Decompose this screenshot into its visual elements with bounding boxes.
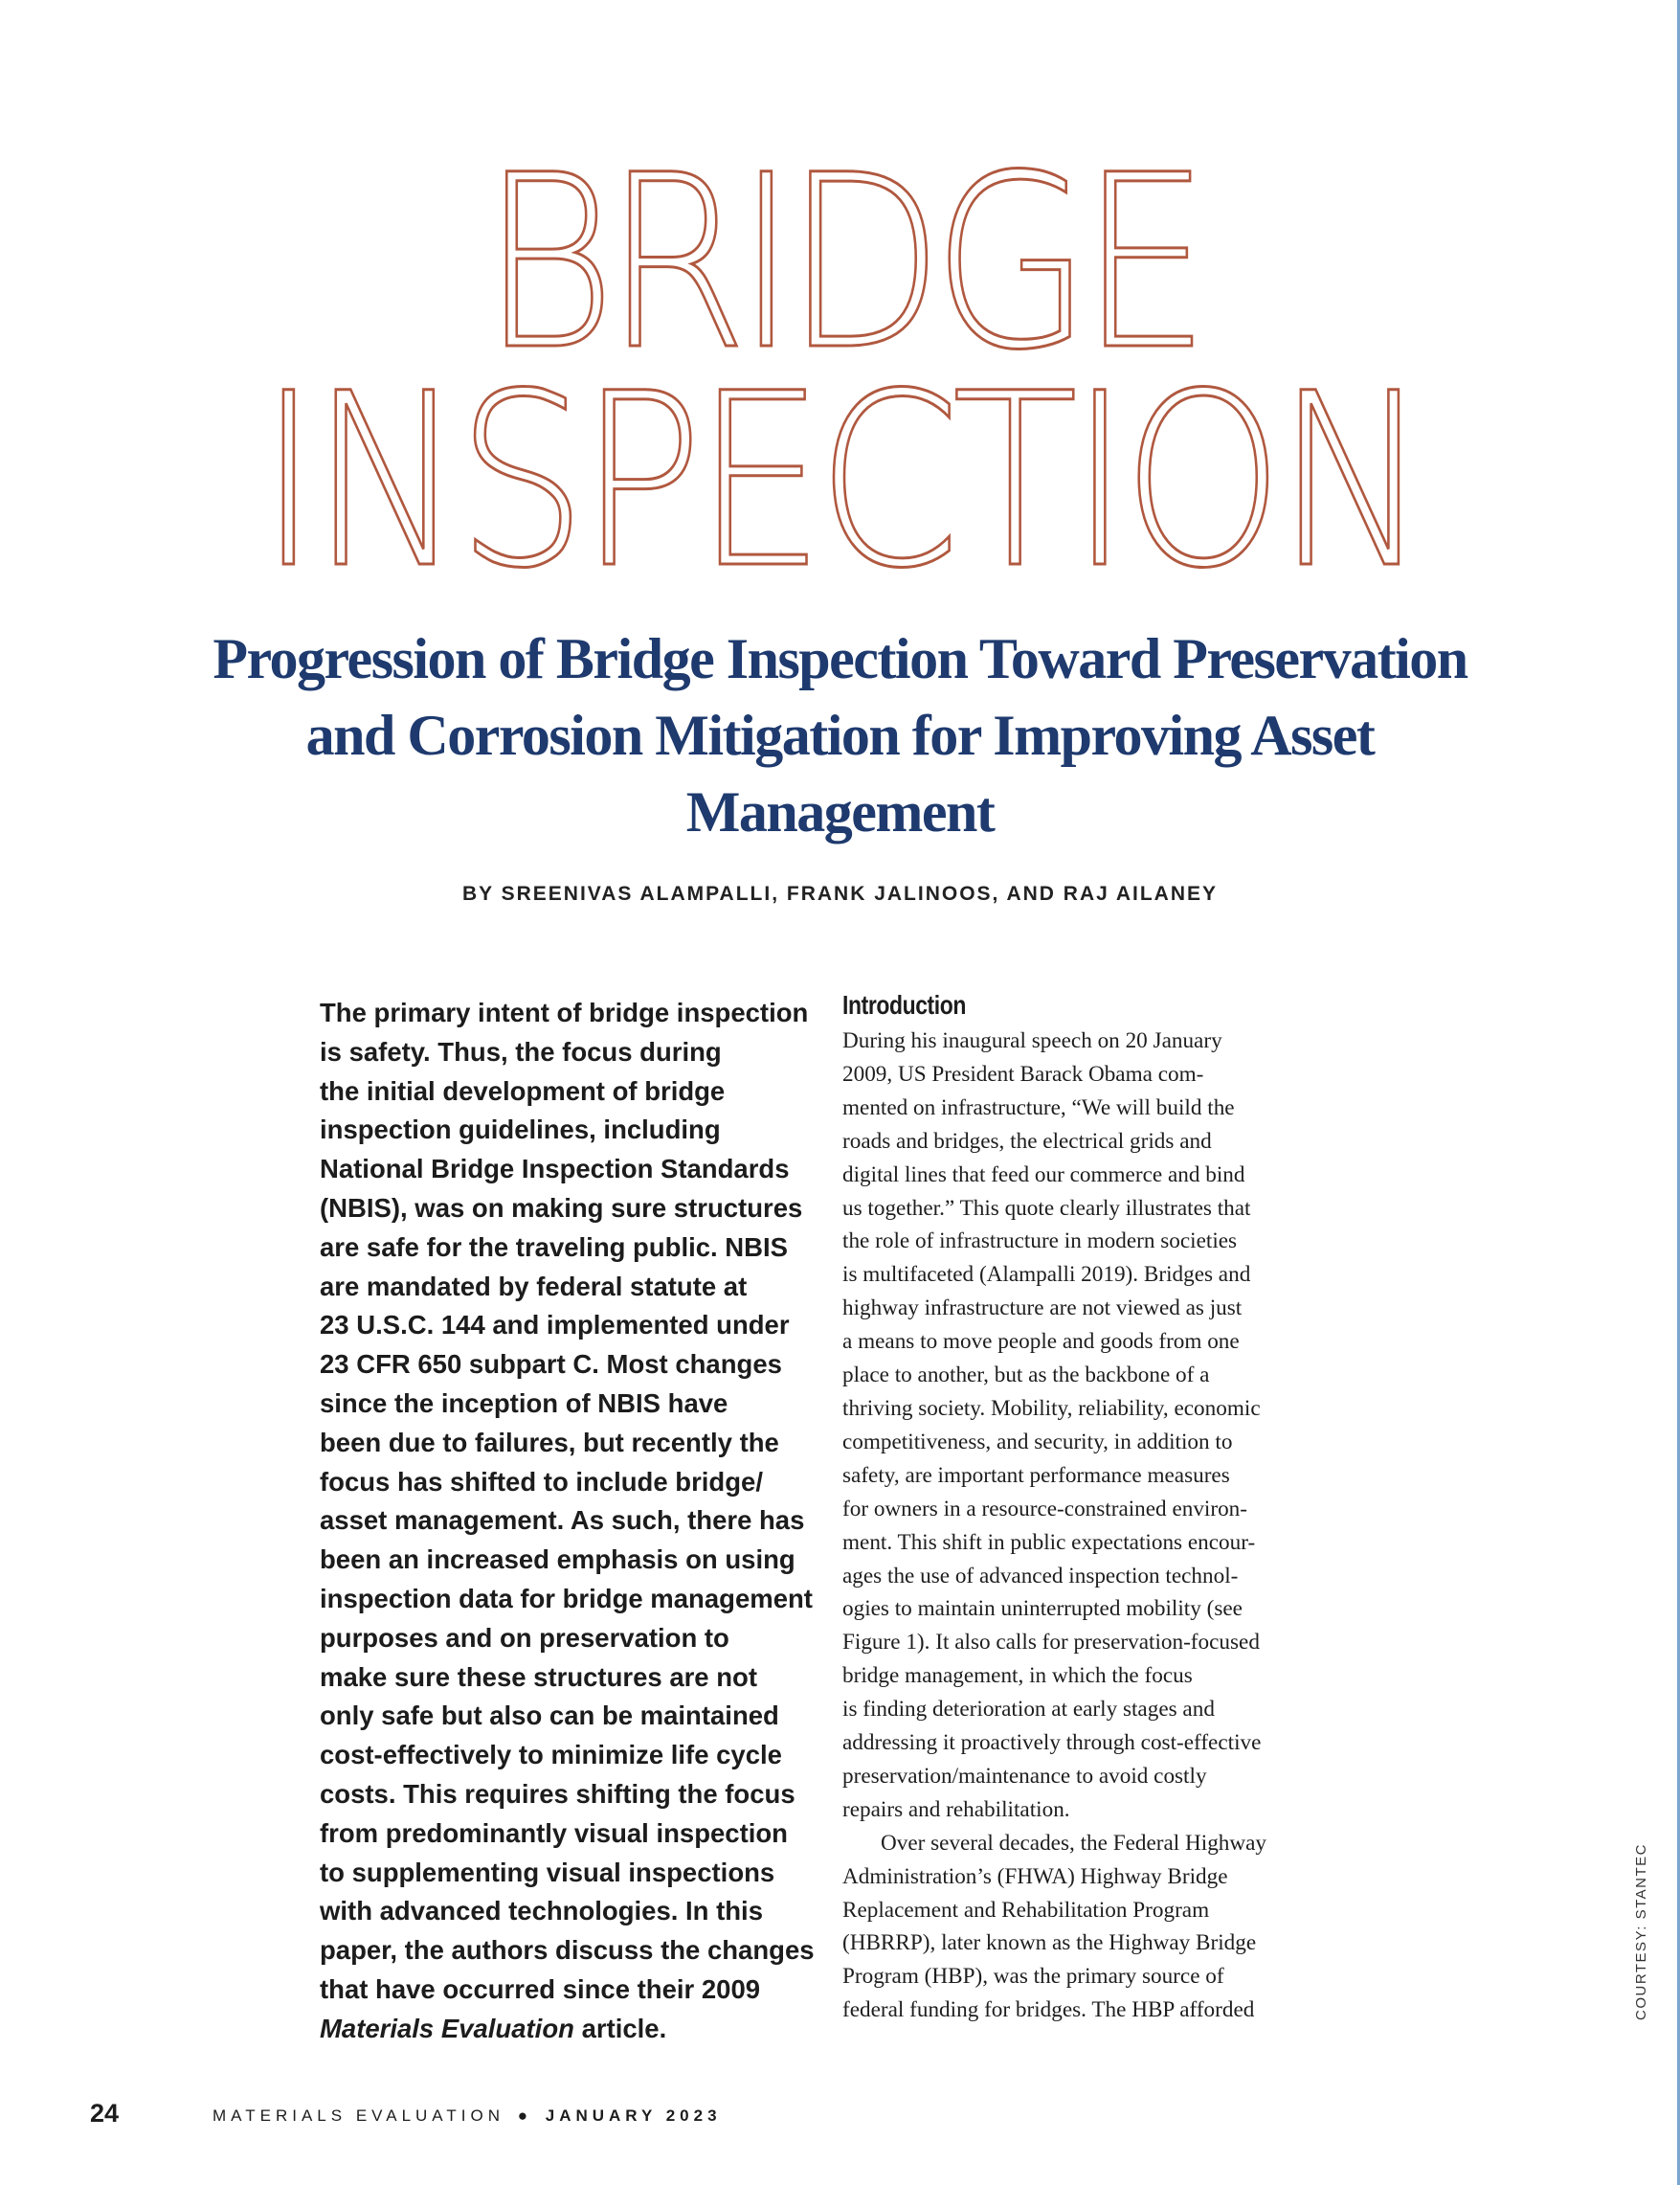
intro-p1-line: addressing it proactively through cost-effective bbox=[842, 1730, 1262, 1756]
abstract-line: 23 CFR 650 subpart C. Most changes bbox=[320, 1349, 782, 1380]
page-number: 24 bbox=[90, 2099, 120, 2128]
intro-p1-line: During his inaugural speech on 20 January bbox=[842, 1028, 1222, 1053]
abstract-line: costs. This requires shifting the focus bbox=[320, 1778, 795, 1809]
journal-name: Materials Evaluation bbox=[320, 2013, 574, 2043]
intro-p1-line: ages the use of advanced inspection technol- bbox=[842, 1563, 1239, 1588]
abstract-line: with advanced technologies. In this bbox=[320, 1896, 763, 1926]
intro-p1-line: mented on infrastructure, “We will build the bbox=[842, 1094, 1235, 1120]
intro-p1-line: a means to move people and goods from one bbox=[842, 1329, 1240, 1355]
abstract-line: cost-effectively to minimize life cycle bbox=[320, 1740, 782, 1770]
intro-p1-line: for owners in a resource-constrained environ- bbox=[842, 1496, 1248, 1521]
intro-p1-line: ogies to maintain uninterrupted mobility (see bbox=[842, 1596, 1243, 1622]
intro-p1-line: us together.” This quote clearly illustrates that bbox=[842, 1195, 1251, 1221]
intro-p1-line: roads and bridges, the electrical grids and bbox=[842, 1128, 1212, 1154]
abstract-line: asset management. As such, there has bbox=[320, 1505, 805, 1536]
abstract-line: inspection guidelines, including bbox=[320, 1115, 721, 1145]
abstract-line: inspection data for bridge management bbox=[320, 1583, 813, 1613]
main-title-line-2: INSPECTION bbox=[258, 342, 1422, 620]
issue-date: JANUARY 2023 bbox=[545, 2106, 722, 2125]
introduction-heading: Introduction bbox=[842, 990, 966, 1020]
abstract-line: been an increased emphasis on using bbox=[320, 1544, 795, 1575]
intro-p2-line: Replacement and Rehabilitation Program bbox=[842, 1897, 1210, 1923]
abstract-line: from predominantly visual inspection bbox=[320, 1817, 788, 1848]
intro-p1-line: 2009, US President Barack Obama com- bbox=[842, 1061, 1204, 1087]
intro-p1-line: digital lines that feed our commerce and bind bbox=[842, 1161, 1245, 1187]
abstract-line: only safe but also can be maintained bbox=[320, 1701, 779, 1731]
abstract-text bbox=[320, 994, 818, 2010]
intro-p1-line: is multifaceted (Alampalli 2019). Bridges and bbox=[842, 1262, 1251, 1288]
abstract-line: to supplementing visual inspections bbox=[320, 1857, 775, 1887]
intro-p2-line: Program (HBP), was the primary source of bbox=[842, 1964, 1224, 1990]
abstract-line: purposes and on preservation to bbox=[320, 1622, 729, 1653]
intro-p2-line: (HBRRP), later known as the Highway Bridge bbox=[842, 1930, 1257, 1956]
intro-p1-line: highway infrastructure are not viewed as just bbox=[842, 1295, 1243, 1321]
abstract-line: the initial development of bridge bbox=[320, 1075, 726, 1106]
abstract-last-line bbox=[320, 2010, 818, 2049]
abstract-line: been due to failures, but recently the bbox=[320, 1427, 779, 1457]
footer-publication bbox=[213, 2106, 722, 2126]
abstract-line: The primary intent of bridge inspection bbox=[320, 998, 809, 1027]
abstract-line: that have occurred since their 2009 bbox=[320, 1973, 761, 2004]
main-title-line-1: BRIDGE bbox=[481, 124, 1199, 402]
intro-p1-line: Figure 1). It also calls for preservation-focused bbox=[842, 1630, 1260, 1656]
intro-p2-line: federal funding for bridges. The HBP afforded bbox=[842, 1997, 1255, 2023]
introduction-column bbox=[842, 986, 1340, 2027]
abstract-line: (NBIS), was on making sure structures bbox=[320, 1192, 803, 1223]
intro-p1-line: repairs and rehabilitation. bbox=[842, 1796, 1070, 1822]
intro-p1-line: place to another, but as the backbone of a bbox=[842, 1363, 1210, 1388]
article-abstract bbox=[320, 994, 818, 2049]
article-subtitle: Progression of Bridge Inspection Toward Preservation and Corrosion Mitigation for Improving Asset Management bbox=[213, 627, 1467, 844]
intro-p2-line: Administration’s (FHWA) Highway Bridge bbox=[842, 1863, 1228, 1889]
author-byline: BY SREENIVAS ALAMPALLI, FRANK JALINOOS, AND RAJ AILANEY bbox=[461, 883, 1219, 905]
intro-p1-line: the role of infrastructure in modern societies bbox=[842, 1228, 1238, 1254]
abstract-line: is safety. Thus, the focus during bbox=[320, 1036, 722, 1067]
abstract-line: since the inception of NBIS have bbox=[320, 1387, 728, 1418]
publication-name: MATERIALS EVALUATION bbox=[213, 2106, 504, 2125]
introduction-paragraph-1 bbox=[842, 1025, 1340, 1827]
abstract-last-line-rest: article. bbox=[573, 2013, 667, 2043]
intro-p1-line: is finding deterioration at early stages and bbox=[842, 1697, 1215, 1723]
abstract-line: make sure these structures are not bbox=[320, 1661, 757, 1692]
intro-p1-line: preservation/maintenance to avoid costly bbox=[842, 1763, 1207, 1789]
intro-p1-line: thriving society. Mobility, reliability, economic bbox=[842, 1395, 1261, 1421]
intro-p1-line: safety, are important performance measures bbox=[842, 1462, 1230, 1488]
abstract-line: National Bridge Inspection Standards bbox=[320, 1154, 790, 1184]
abstract-line: paper, the authors discuss the changes bbox=[320, 1935, 815, 1966]
abstract-line: are mandated by federal statute at bbox=[320, 1271, 748, 1301]
abstract-line: are safe for the traveling public. NBIS bbox=[320, 1231, 789, 1262]
abstract-line: focus has shifted to include bridge/ bbox=[320, 1466, 763, 1497]
intro-p1-line: ment. This shift in public expectations encour- bbox=[842, 1529, 1256, 1555]
intro-p1-line: bridge management, in which the focus bbox=[842, 1663, 1193, 1689]
intro-p1-line: competitiveness, and security, in addition to bbox=[842, 1429, 1233, 1454]
abstract-line: 23 U.S.C. 144 and implemented under bbox=[320, 1310, 790, 1340]
introduction-paragraph-2 bbox=[842, 1827, 1340, 2027]
photo-credit: COURTESY: STANTEC bbox=[1633, 1843, 1649, 2020]
intro-p2-line: Over several decades, the Federal Highway bbox=[881, 1830, 1267, 1856]
bullet-separator: ● bbox=[517, 2106, 533, 2125]
